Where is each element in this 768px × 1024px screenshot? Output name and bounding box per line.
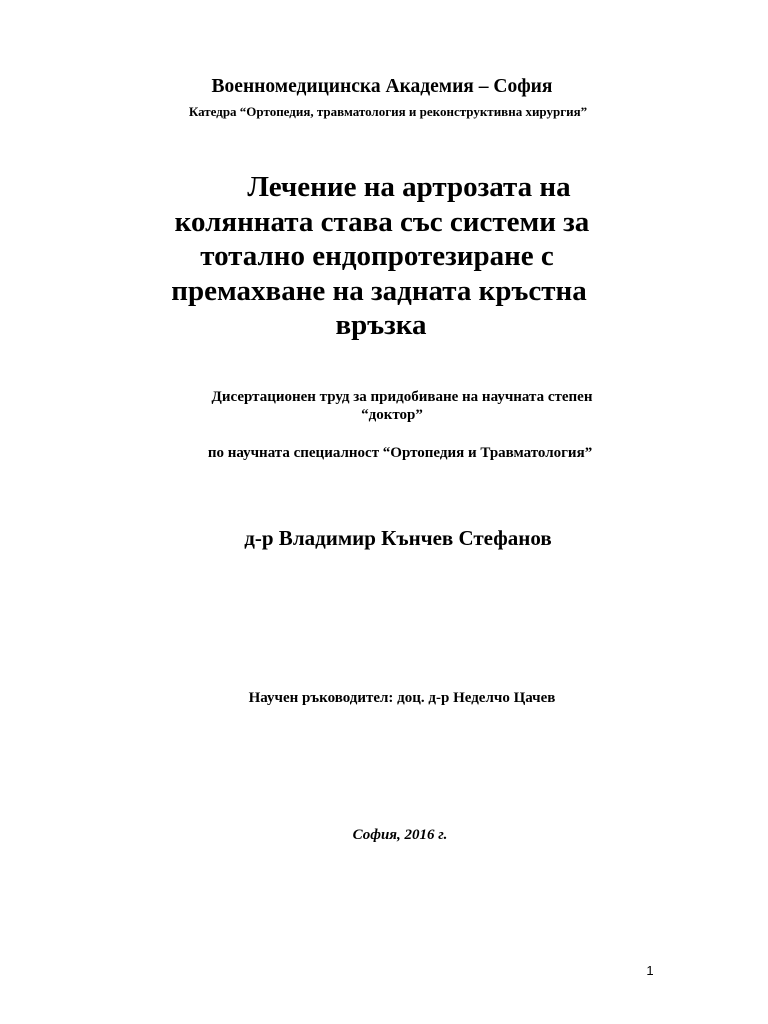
thesis-title-line: колянната става със системи за [174, 205, 590, 238]
dissertation-statement [0, 388, 768, 424]
department-subheading: Катедра “Ортопедия, травматология и реконструктивна хирургия” [188, 104, 588, 119]
dissertation-line: “доктор” [361, 407, 423, 423]
page-number: 1 [646, 963, 654, 978]
dissertation-line: Дисертационен труд за придобиване на научната степен [211, 389, 593, 405]
thesis-title-line: премахване на задната кръстна [171, 274, 587, 307]
author-name: д-р Владимир Кънчев Стефанов [244, 526, 552, 550]
thesis-title-line: връзка [335, 309, 427, 341]
place-date: София, 2016 г. [352, 827, 448, 843]
thesis-title [0, 170, 768, 343]
supervisor-line: Научен ръководител: доц. д-р Неделчо Цачев [248, 690, 556, 706]
specialty-line: по научната специалност “Ортопедия и Травматология” [207, 445, 593, 461]
thesis-title-line: тотално ендопротезиране с [200, 240, 554, 272]
thesis-title-line: Лечение на артрозата на [247, 171, 571, 203]
institution-heading: Военномедицинска Академия – София [211, 76, 553, 97]
